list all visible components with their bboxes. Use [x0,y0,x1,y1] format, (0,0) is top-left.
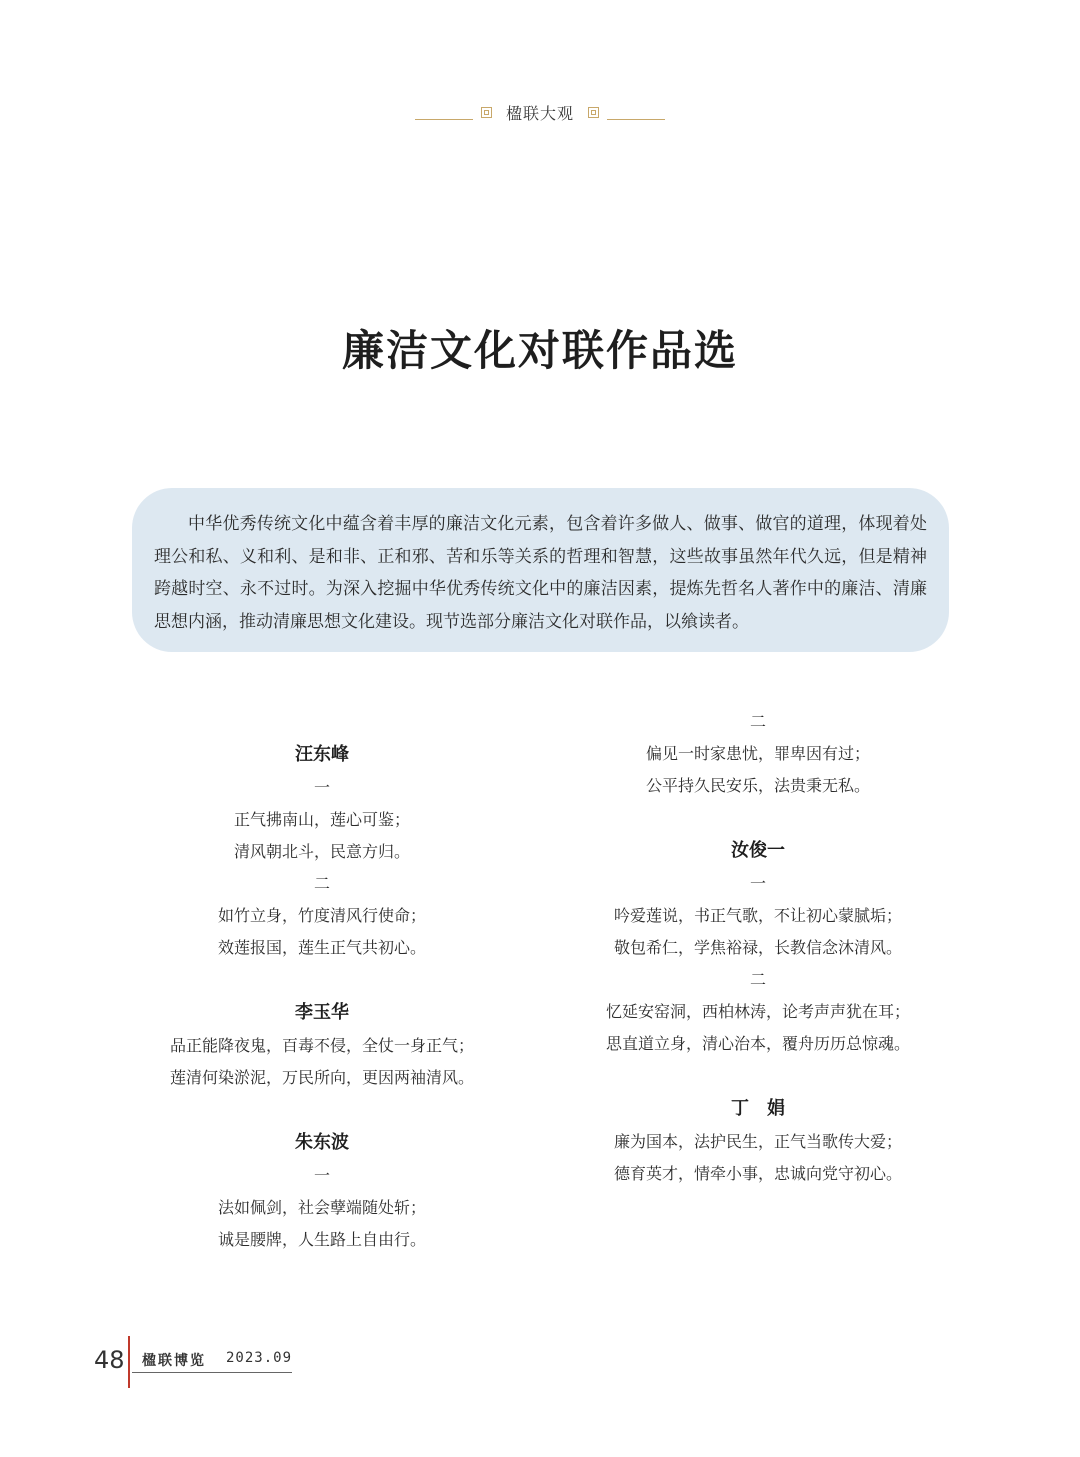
couplet-line: 廉为国本，法护民生，正气当歌传大爱； [613,1132,902,1151]
couplet-line: 诚是腰牌，人生路上自由行。 [217,1230,426,1249]
author-name: 汝俊一 [731,840,785,861]
couplet-line: 莲清何染淤泥，万民所向，更因两袖清风。 [169,1068,474,1087]
couplet-line: 忆延安窑洞，西柏林涛，论考声声犹在耳； [605,1002,910,1021]
couplet-number: 二 [749,970,766,989]
couplet-number: 一 [749,874,766,893]
couplet-number: 二 [749,712,766,731]
header-ornament-left [481,107,492,118]
couplet-line: 清风朝北斗，民意方归。 [233,842,410,861]
footer-underline [132,1372,292,1373]
couplet-line: 法如佩剑，社会孽端随处斩； [217,1198,426,1217]
journal-name: 楹联博览 [142,1353,206,1369]
header-ornament-right [588,107,599,118]
author-name: 李玉华 [295,1002,349,1023]
page-title: 廉洁文化对联作品选 [341,326,738,375]
couplet-line: 公平持久民安乐，法贵秉无私。 [645,776,870,795]
right-column [566,706,950,1190]
page-number: 48 [94,1346,125,1374]
couplet-line: 正气拂南山，莲心可鉴； [233,810,410,829]
author-name: 丁 娟 [731,1098,785,1119]
left-column [130,738,514,1256]
couplet-line: 吟爱莲说，书正气歌，不让初心蒙腻垢； [613,906,902,925]
couplet-line: 效莲报国，莲生正气共初心。 [217,938,426,957]
couplet-line: 如竹立身，竹度清风行使命； [217,906,426,925]
footer-divider [128,1336,130,1388]
couplet-line: 敬包希仁，学焦裕禄，长教信念沐清风。 [613,938,902,957]
couplet-number: 一 [313,778,330,797]
intro-paragraph: 中华优秀传统文化中蕴含着丰厚的廉洁文化元素，包含着许多做人、做事、做官的道理，体现着处理公和私、义和利、是和非、正和邪、苦和乐等关系的哲理和智慧，这些故事虽然年代久远，但是精神跨越时空、永不过时。为深入挖掘中华优秀传统文化中的廉洁因素，提炼先哲名人著作中的廉洁、清廉思想内涵，推动清廉思想文化建设。现节选部分廉洁文化对联作品，以飨读者。 [132,488,949,652]
author-name: 朱东波 [295,1132,349,1153]
couplet-line: 思直道立身，清心治本，覆舟历历总惊魂。 [605,1034,910,1053]
section-label: 楹联大观 [505,103,574,123]
header-rule-left [415,119,473,120]
couplet-line: 品正能降夜鬼，百毒不侵，全仗一身正气； [169,1036,474,1055]
header-rule-right [607,119,665,120]
section-header [0,96,1080,128]
couplet-number: 一 [313,1166,330,1185]
couplet-line: 德育英才，情牵小事，忠诚向党守初心。 [613,1164,902,1183]
author-name: 汪东峰 [295,744,349,765]
issue-date: 2023.09 [226,1350,293,1366]
couplet-number: 二 [313,874,330,893]
couplet-line: 偏见一时家患忧，罪卑因有过； [645,744,870,763]
